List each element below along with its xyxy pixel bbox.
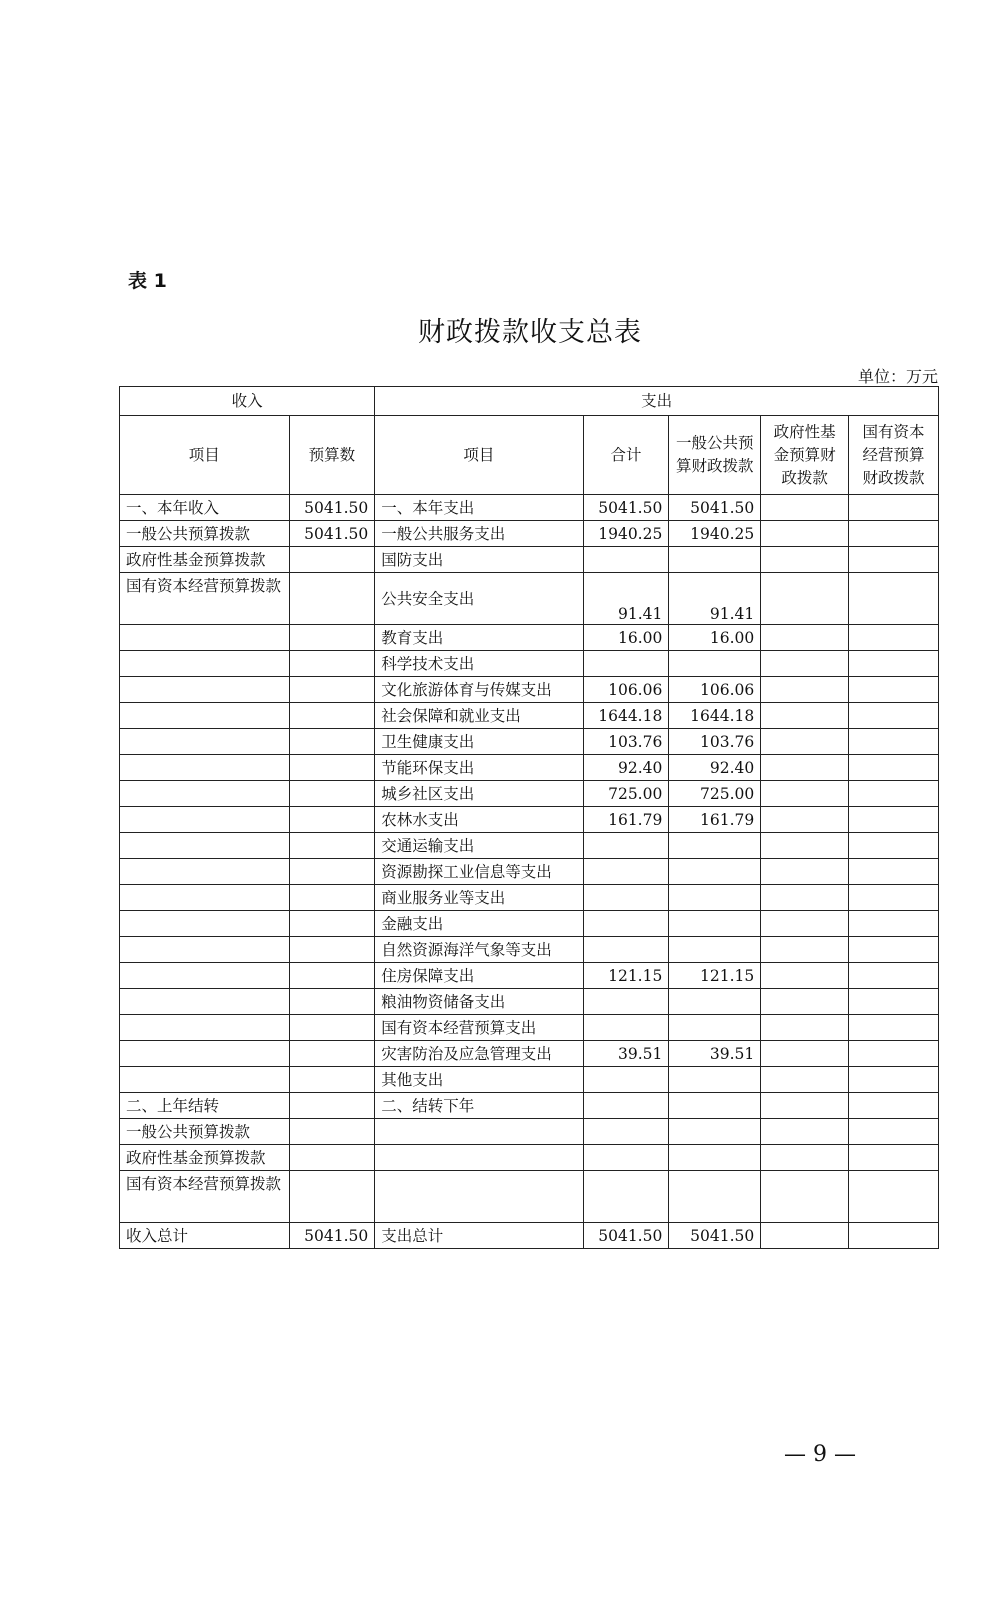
general-budget-amount-cell: 1940.25 [669,521,761,547]
income-item-cell: 政府性基金预算拨款 [120,547,290,573]
table-row [120,989,939,1015]
state-capital-amount-cell [849,1015,939,1041]
income-amount-cell [289,1119,375,1145]
expense-item-cell: 国有资本经营预算支出 [375,1015,583,1041]
table-label: 表 1 [128,270,167,292]
general-budget-amount-cell [669,1093,761,1119]
fund-budget-amount-cell [761,729,849,755]
total-amount-cell: 1940.25 [583,521,669,547]
income-budget-header: 预算数 [289,416,375,495]
total-amount-cell: 5041.50 [583,495,669,521]
expense-item-cell: 教育支出 [375,625,583,651]
total-amount-cell: 92.40 [583,755,669,781]
header-row-1 [120,387,939,416]
expense-item-cell: 卫生健康支出 [375,729,583,755]
state-capital-amount-cell [849,911,939,937]
general-budget-amount-cell [669,859,761,885]
table-row [120,521,939,547]
fund-budget-header: 政府性基金预算财政拨款 [761,416,849,495]
table-row [120,1015,939,1041]
state-capital-amount-cell [849,573,939,625]
total-amount-cell [583,1119,669,1145]
total-amount-cell [583,885,669,911]
table-row [120,833,939,859]
state-capital-amount-cell [849,963,939,989]
table-row [120,1119,939,1145]
fund-budget-amount-cell [761,1093,849,1119]
total-amount-cell: 725.00 [583,781,669,807]
state-capital-amount-cell [849,1041,939,1067]
state-capital-amount-cell [849,937,939,963]
general-budget-amount-cell [669,1145,761,1171]
income-amount-cell [289,651,375,677]
expense-item-cell: 科学技术支出 [375,651,583,677]
expense-item-cell: 国防支出 [375,547,583,573]
expense-item-cell: 商业服务业等支出 [375,885,583,911]
state-capital-amount-cell [849,521,939,547]
general-budget-amount-cell [669,885,761,911]
expense-item-cell: 其他支出 [375,1067,583,1093]
general-budget-amount-cell [669,651,761,677]
table-row [120,963,939,989]
general-budget-amount-cell: 16.00 [669,625,761,651]
state-capital-amount-cell [849,703,939,729]
state-capital-amount-cell [849,781,939,807]
income-item-cell [120,911,290,937]
table-row [120,573,939,625]
income-header: 收入 [120,387,375,416]
expense-item-cell: 住房保障支出 [375,963,583,989]
income-amount-cell: 5041.50 [289,495,375,521]
table-row [120,1171,939,1223]
income-item-cell [120,729,290,755]
expense-item-cell: 金融支出 [375,911,583,937]
total-amount-cell: 39.51 [583,1041,669,1067]
income-item-cell: 一般公共预算拨款 [120,1119,290,1145]
total-amount-cell: 103.76 [583,729,669,755]
income-item-cell [120,963,290,989]
table-row [120,703,939,729]
income-amount-cell [289,755,375,781]
fund-budget-amount-cell [761,807,849,833]
total-amount-cell: 161.79 [583,807,669,833]
state-capital-amount-cell [849,833,939,859]
state-capital-amount-cell [849,807,939,833]
total-amount-cell: 1644.18 [583,703,669,729]
income-amount-cell [289,833,375,859]
table-row [120,781,939,807]
expense-item-cell: 城乡社区支出 [375,781,583,807]
expense-item-cell: 节能环保支出 [375,755,583,781]
total-amount-cell: 5041.50 [583,1223,669,1249]
income-amount-cell [289,547,375,573]
table-row [120,1067,939,1093]
expense-item-cell: 二、结转下年 [375,1093,583,1119]
expense-item-cell: 资源勘探工业信息等支出 [375,859,583,885]
total-amount-cell [583,1093,669,1119]
table-row [120,937,939,963]
income-amount-cell [289,781,375,807]
income-amount-cell [289,1041,375,1067]
page-number: — 9 — [784,1442,856,1467]
fund-budget-amount-cell [761,677,849,703]
income-item-cell [120,651,290,677]
general-budget-amount-cell [669,547,761,573]
income-item-cell [120,703,290,729]
income-item-header: 项目 [120,416,290,495]
state-capital-amount-cell [849,885,939,911]
income-item-cell [120,677,290,703]
general-budget-amount-cell [669,911,761,937]
state-capital-amount-cell [849,1171,939,1223]
fund-budget-amount-cell [761,703,849,729]
income-amount-cell [289,989,375,1015]
state-capital-amount-cell [849,1093,939,1119]
income-amount-cell [289,885,375,911]
state-capital-amount-cell [849,1119,939,1145]
expense-item-cell [375,1171,583,1223]
expense-item-cell: 文化旅游体育与传媒支出 [375,677,583,703]
general-budget-amount-cell: 725.00 [669,781,761,807]
expense-item-cell [375,1119,583,1145]
total-amount-cell: 121.15 [583,963,669,989]
total-amount-cell [583,547,669,573]
fund-budget-amount-cell [761,521,849,547]
fund-budget-amount-cell [761,1015,849,1041]
fund-budget-amount-cell [761,885,849,911]
table-row [120,651,939,677]
table-row [120,755,939,781]
table-row [120,625,939,651]
fund-budget-amount-cell [761,651,849,677]
table-row [120,1041,939,1067]
fund-budget-amount-cell [761,495,849,521]
fund-budget-amount-cell [761,625,849,651]
general-budget-amount-cell: 91.41 [669,573,761,625]
income-amount-cell [289,729,375,755]
income-item-cell [120,885,290,911]
fund-budget-amount-cell [761,989,849,1015]
income-item-cell: 政府性基金预算拨款 [120,1145,290,1171]
expense-item-cell: 一、本年支出 [375,495,583,521]
total-amount-cell [583,937,669,963]
income-item-cell [120,625,290,651]
general-budget-amount-cell [669,1171,761,1223]
general-budget-amount-cell [669,989,761,1015]
income-amount-cell [289,625,375,651]
expense-item-cell: 粮油物资储备支出 [375,989,583,1015]
fund-budget-amount-cell [761,1171,849,1223]
income-amount-cell [289,1067,375,1093]
income-item-cell [120,1015,290,1041]
total-amount-cell: 91.41 [583,573,669,625]
fund-budget-amount-cell [761,937,849,963]
state-capital-amount-cell [849,625,939,651]
total-header: 合计 [583,416,669,495]
general-budget-amount-cell: 161.79 [669,807,761,833]
income-amount-cell [289,937,375,963]
table-row [120,911,939,937]
table-row [120,677,939,703]
total-amount-cell [583,833,669,859]
general-budget-amount-cell: 5041.50 [669,1223,761,1249]
fund-budget-amount-cell [761,1067,849,1093]
state-capital-amount-cell [849,547,939,573]
fund-budget-amount-cell [761,963,849,989]
unit-note: 单位：万元 [857,367,938,386]
income-item-cell: 一般公共预算拨款 [120,521,290,547]
state-capital-amount-cell [849,1145,939,1171]
expense-item-cell: 交通运输支出 [375,833,583,859]
income-item-cell [120,781,290,807]
income-item-cell [120,833,290,859]
header-row-2 [120,416,939,495]
state-capital-amount-cell [849,989,939,1015]
total-amount-cell [583,651,669,677]
general-budget-amount-cell [669,1119,761,1145]
fund-budget-amount-cell [761,1145,849,1171]
table-row [120,807,939,833]
page-title: 财政拨款收支总表 [418,317,642,348]
table-row [120,1145,939,1171]
state-capital-amount-cell [849,1067,939,1093]
expense-item-cell: 社会保障和就业支出 [375,703,583,729]
fund-budget-amount-cell [761,755,849,781]
table-row [120,1093,939,1119]
general-budget-amount-cell: 39.51 [669,1041,761,1067]
income-item-cell [120,807,290,833]
table-row [120,729,939,755]
table-row [120,1223,939,1249]
income-item-cell: 国有资本经营预算拨款 [120,573,290,625]
total-amount-cell: 106.06 [583,677,669,703]
income-item-cell [120,1041,290,1067]
income-amount-cell [289,1093,375,1119]
income-item-cell: 一、本年收入 [120,495,290,521]
fund-budget-amount-cell [761,833,849,859]
table-row [120,495,939,521]
fund-budget-amount-cell [761,1041,849,1067]
general-budget-amount-cell [669,1015,761,1041]
income-amount-cell [289,1145,375,1171]
total-amount-cell: 16.00 [583,625,669,651]
income-amount-cell [289,1171,375,1223]
income-item-cell [120,1067,290,1093]
income-item-cell: 收入总计 [120,1223,290,1249]
expense-item-cell: 灾害防治及应急管理支出 [375,1041,583,1067]
state-capital-amount-cell [849,495,939,521]
state-capital-amount-cell [849,755,939,781]
income-amount-cell: 5041.50 [289,521,375,547]
general-budget-amount-cell [669,937,761,963]
fund-budget-amount-cell [761,859,849,885]
general-budget-amount-cell [669,1067,761,1093]
general-budget-amount-cell: 92.40 [669,755,761,781]
income-amount-cell [289,677,375,703]
total-amount-cell [583,911,669,937]
state-capital-header: 国有资本经营预算财政拨款 [849,416,939,495]
income-amount-cell [289,573,375,625]
general-budget-amount-cell: 1644.18 [669,703,761,729]
expense-item-header: 项目 [375,416,583,495]
total-amount-cell [583,1145,669,1171]
income-item-cell [120,937,290,963]
expense-item-cell: 支出总计 [375,1223,583,1249]
income-amount-cell [289,911,375,937]
expense-item-cell: 自然资源海洋气象等支出 [375,937,583,963]
total-amount-cell [583,989,669,1015]
total-amount-cell [583,1171,669,1223]
total-amount-cell [583,859,669,885]
state-capital-amount-cell [849,651,939,677]
budget-table [119,386,939,1249]
income-item-cell [120,755,290,781]
state-capital-amount-cell [849,729,939,755]
fund-budget-amount-cell [761,573,849,625]
expense-item-cell: 公共安全支出 [375,573,583,625]
income-amount-cell [289,859,375,885]
total-amount-cell [583,1015,669,1041]
general-budget-amount-cell: 103.76 [669,729,761,755]
fund-budget-amount-cell [761,781,849,807]
state-capital-amount-cell [849,859,939,885]
expense-header: 支出 [375,387,939,416]
income-item-cell: 国有资本经营预算拨款 [120,1171,290,1223]
general-budget-header: 一般公共预算财政拨款 [669,416,761,495]
income-amount-cell [289,807,375,833]
income-amount-cell [289,703,375,729]
fund-budget-amount-cell [761,1119,849,1145]
income-item-cell: 二、上年结转 [120,1093,290,1119]
income-amount-cell [289,1015,375,1041]
total-amount-cell [583,1067,669,1093]
expense-item-cell [375,1145,583,1171]
expense-item-cell: 一般公共服务支出 [375,521,583,547]
table-row [120,885,939,911]
general-budget-amount-cell [669,833,761,859]
fund-budget-amount-cell [761,547,849,573]
state-capital-amount-cell [849,1223,939,1249]
fund-budget-amount-cell [761,1223,849,1249]
table-row [120,859,939,885]
table-row [120,547,939,573]
fund-budget-amount-cell [761,911,849,937]
income-item-cell [120,989,290,1015]
state-capital-amount-cell [849,677,939,703]
general-budget-amount-cell: 5041.50 [669,495,761,521]
general-budget-amount-cell: 121.15 [669,963,761,989]
income-item-cell [120,859,290,885]
income-amount-cell [289,963,375,989]
expense-item-cell: 农林水支出 [375,807,583,833]
general-budget-amount-cell: 106.06 [669,677,761,703]
income-amount-cell: 5041.50 [289,1223,375,1249]
